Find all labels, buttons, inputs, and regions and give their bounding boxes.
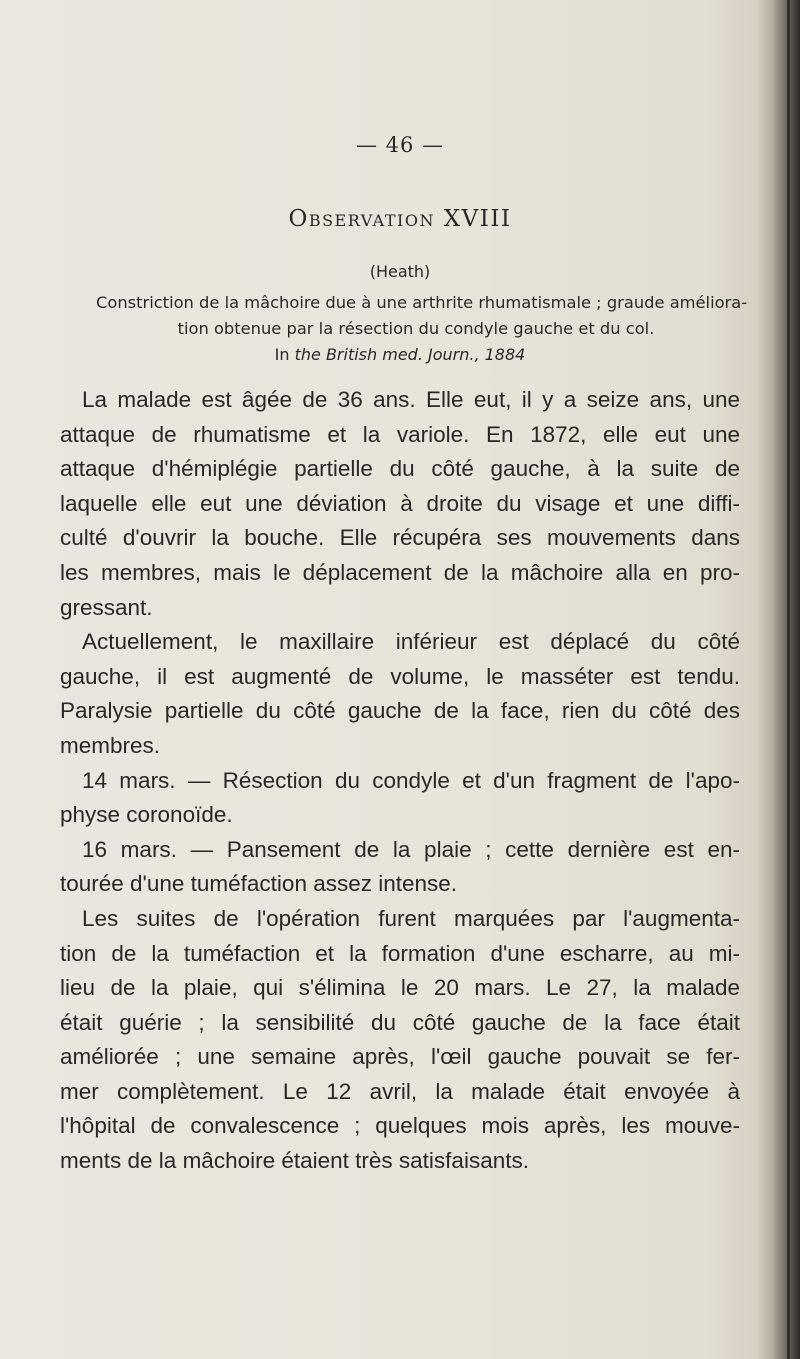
- body-line: gressant.: [60, 594, 153, 620]
- body-line: tion de la tuméfaction et la formation d'une escharre, au mi-: [60, 940, 740, 966]
- body-line: tourée d'une tuméfaction assez intense.: [60, 871, 458, 897]
- summary-line: Constriction de la mâchoire due à une arthrite rhumatismale ; graude améliora-: [96, 293, 748, 312]
- body-line: ments de la mâchoire étaient très satisfaisants.: [60, 1148, 529, 1174]
- body-line: attaque de rhumatisme et la variole. En 1872, elle eut une: [60, 421, 740, 447]
- source-journal: the British med. Journ., 1884: [294, 345, 526, 364]
- body-line: 14 mars. — Résection du condyle et d'un fragment de l'apo-: [82, 767, 740, 793]
- author: (Heath): [369, 262, 431, 281]
- summary-line: tion obtenue par la résection du condyle gauche et du col.: [177, 319, 655, 338]
- body-line: Actuellement, le maxillaire inférieur est déplacé du côté: [82, 629, 740, 655]
- body-line: physe coronoïde.: [60, 802, 233, 828]
- body-line: Paralysie partielle du côté gauche de la face, rien du côté des: [60, 698, 740, 724]
- page-edge-shadow: [756, 0, 800, 1359]
- body-line: mer complètement. Le 12 avril, la malade était envoyée à: [60, 1078, 740, 1104]
- page-edge-line: [787, 0, 790, 1359]
- body-line: attaque d'hémiplégie partielle du côté gauche, à la suite de: [60, 456, 740, 482]
- body-line: La malade est âgée de 36 ans. Elle eut, il y a seize ans, une: [82, 387, 740, 412]
- body-line: 16 mars. — Pansement de la plaie ; cette dernière est en-: [82, 836, 740, 862]
- body-line: membres.: [60, 732, 161, 758]
- page-number: — 46 —: [355, 133, 445, 157]
- body-line: laquelle elle eut une déviation à droite du visage et une diffi-: [60, 490, 740, 516]
- source-prefix: In: [274, 345, 295, 364]
- body-line: lieu de la plaie, qui s'élimina le 20 mars. Le 27, la malade: [60, 975, 740, 1001]
- body-line: les membres, mais le déplacement de la mâchoire alla en pro-: [60, 559, 740, 585]
- body-text: [60, 383, 740, 1179]
- case-summary: [96, 290, 748, 342]
- body-line: améliorée ; une semaine après, l'œil gauche pouvait se fer-: [60, 1044, 740, 1070]
- body-line: l'hôpital de convalescence ; quelques mois après, les mouve-: [60, 1113, 740, 1139]
- body-line: Les suites de l'opération furent marquées par l'augmenta-: [82, 905, 740, 931]
- body-line: gauche, il est augmenté de volume, le masséter est tendu.: [60, 663, 740, 689]
- body-line: culté d'ouvrir la bouche. Elle récupéra ses mouvements dans: [60, 525, 740, 551]
- body-line: était guérie ; la sensibilité du côté gauche de la face était: [60, 1009, 740, 1035]
- source-citation: [0, 345, 800, 364]
- observation-title: Observation XVIII: [288, 206, 512, 232]
